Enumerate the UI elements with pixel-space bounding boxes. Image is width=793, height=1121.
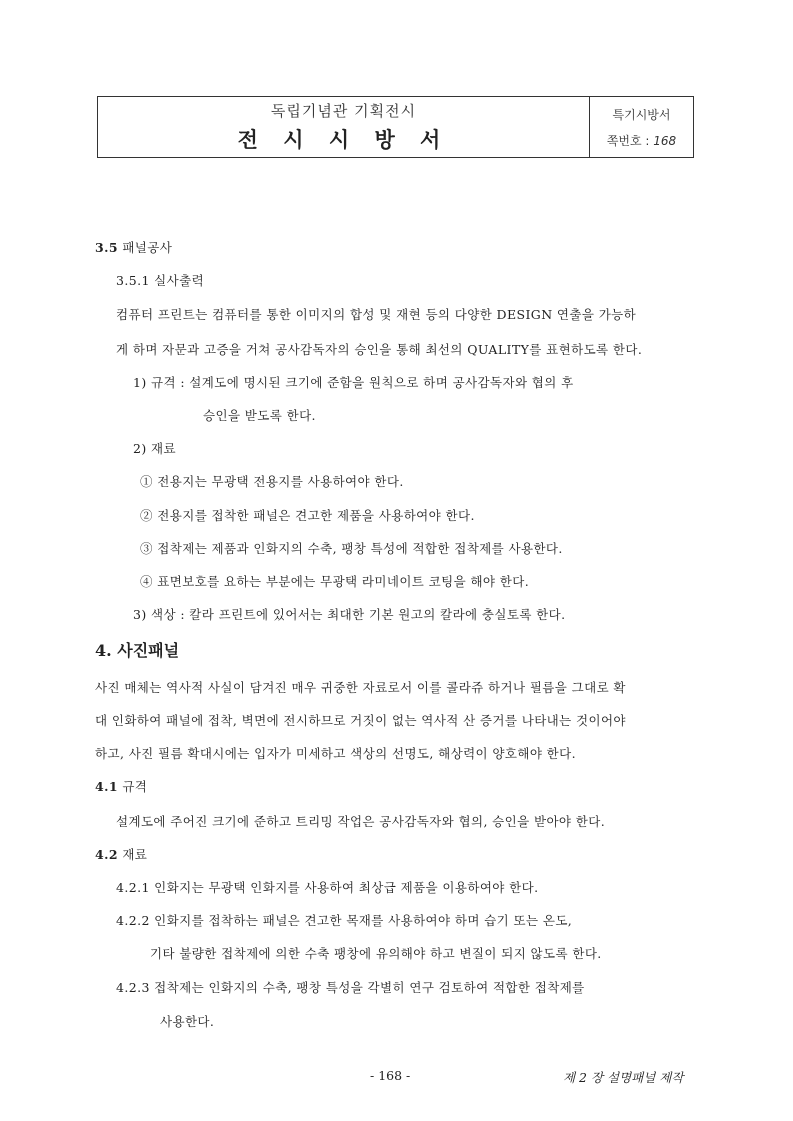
document-header-box bbox=[97, 96, 694, 158]
header-title: 전 시 시 방 서 bbox=[237, 128, 450, 152]
section-4-1-text: 설계도에 주어진 크기에 준하고 트리밍 작업은 공사감독자와 협의, 승인을 받아야 한다. bbox=[116, 814, 606, 829]
list-item-1-continuation: 승인을 받도록 한다. bbox=[203, 408, 316, 423]
spec-label: 특기시방서 bbox=[612, 107, 671, 122]
section-3-5-heading bbox=[95, 238, 172, 256]
section-number: 3.5 bbox=[95, 240, 118, 255]
section-number: 4.1 bbox=[95, 779, 118, 794]
list-item-3: 3) 색상 : 칼라 프린트에 있어서는 최대한 기본 원고의 칼라에 충실토록 한다. bbox=[133, 607, 566, 622]
section-title: 규격 bbox=[122, 779, 148, 794]
footer-chapter-title: 제 2 장 설명패널 제작 bbox=[563, 1070, 684, 1085]
page-label: 쪽번호 : bbox=[606, 133, 650, 148]
subsection-4-2-3-continuation: 사용한다. bbox=[160, 1014, 215, 1029]
material-item-1: ① 전용지는 무광택 전용지를 사용하여야 한다. bbox=[140, 474, 404, 489]
paragraph-line: 하고, 사진 필름 확대시에는 입자가 미세하고 색상의 선명도, 해상력이 양호해야 한다. bbox=[95, 746, 577, 761]
header-title-block bbox=[98, 97, 590, 157]
paragraph-line: 대 인화하여 패널에 접착, 벽면에 전시하므로 거짓이 없는 역사적 산 증거를 나타내는 것이어야 bbox=[95, 713, 626, 728]
section-4-1-heading bbox=[95, 777, 147, 795]
paragraph-line: 컴퓨터 프린트는 컴퓨터를 통한 이미지의 합성 및 재현 등의 다양한 DESIGN 연출을 가능하 bbox=[116, 307, 637, 322]
subsection-4-2-3: 4.2.3 접착제는 인화지의 수축, 팽창 특성을 각별히 연구 검토하여 적합한 접착제를 bbox=[116, 980, 585, 995]
page-number: 168 bbox=[653, 133, 677, 148]
subsection-3-5-1-heading: 3.5.1 실사출력 bbox=[116, 273, 205, 288]
list-item-2: 2) 재료 bbox=[133, 441, 176, 456]
subsection-4-2-2-continuation: 기타 불량한 접착제에 의한 수축 팽창에 유의해야 하고 변질이 되지 않도록 한다. bbox=[150, 946, 602, 961]
material-item-2: ② 전용지를 접착한 패널은 견고한 제품을 사용하여야 한다. bbox=[140, 508, 475, 523]
footer-page-number: - 168 - bbox=[370, 1068, 411, 1083]
material-item-3: ③ 접착제는 제품과 인화지의 수축, 팽창 특성에 적합한 접착제를 사용한다. bbox=[140, 541, 563, 556]
paragraph-line: 사진 매체는 역사적 사실이 담겨진 매우 귀중한 자료로서 이를 콜라쥬 하거나 필름을 그대로 확 bbox=[95, 680, 626, 695]
paragraph-line: 게 하며 자문과 고증을 거쳐 공사감독자의 승인을 통해 최선의 QUALITY를 표현하도록 한다. bbox=[116, 342, 643, 357]
page-number-row bbox=[607, 132, 676, 149]
header-subtitle: 독립기념관 기획전시 bbox=[270, 102, 417, 120]
list-item-1: 1) 규격 : 설계도에 명시된 크기에 준함을 원칙으로 하며 공사감독자와 협의 후 bbox=[133, 375, 574, 390]
subsection-4-2-2: 4.2.2 인화지를 접착하는 패널은 견고한 목재를 사용하여야 하며 습기 또는 온도, bbox=[116, 913, 573, 928]
section-number: 4.2 bbox=[95, 847, 118, 862]
header-meta-block bbox=[590, 97, 693, 157]
subsection-4-2-1: 4.2.1 인화지는 무광택 인화지를 사용하여 최상급 제품을 이용하여야 한다. bbox=[116, 880, 539, 895]
section-title: 재료 bbox=[122, 847, 148, 862]
section-4-heading: 4. 사진패널 bbox=[95, 641, 180, 660]
material-item-4: ④ 표면보호를 요하는 부분에는 무광택 라미네이트 코팅을 해야 한다. bbox=[140, 574, 530, 589]
section-4-2-heading bbox=[95, 845, 147, 863]
section-title: 패널공사 bbox=[122, 240, 173, 255]
